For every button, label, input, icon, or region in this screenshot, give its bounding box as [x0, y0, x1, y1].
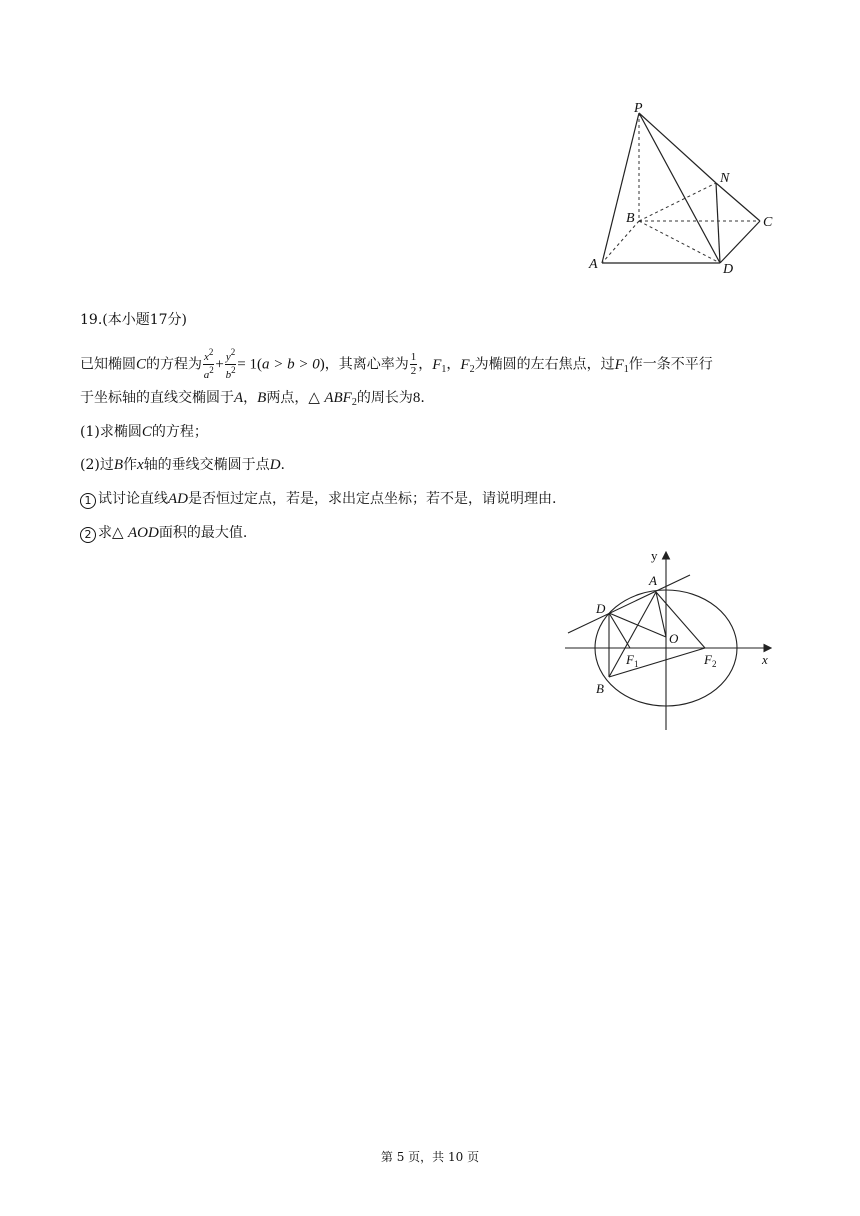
- text: ，其离心率为: [324, 356, 409, 373]
- circled-number-1: 1: [80, 493, 96, 509]
- text: 轴的垂线交椭圆于点: [143, 457, 270, 473]
- edge-BD: [639, 221, 720, 263]
- math-F1: $F_1$: [432, 356, 447, 375]
- text: (2)过: [80, 457, 114, 473]
- segment-AO: [656, 592, 666, 637]
- problem-heading: [80, 310, 187, 330]
- text: 于坐标轴的直线交椭圆于: [80, 390, 234, 406]
- segment-BF2: [609, 648, 705, 677]
- text: 两点，: [266, 390, 309, 406]
- problem-number: 19.: [80, 312, 103, 328]
- label-y: y: [651, 548, 658, 563]
- math-B: B: [257, 390, 267, 406]
- line-AD-extended: [568, 575, 690, 633]
- edge-PN: [639, 113, 716, 183]
- text: .: [420, 390, 425, 406]
- text: ，: [243, 390, 258, 406]
- plus-sign: +: [215, 356, 224, 373]
- label-F1: $F_1$: [626, 652, 639, 669]
- edge-BN: [639, 183, 716, 221]
- text: 的方程；: [151, 424, 208, 440]
- label-A: A: [649, 573, 657, 588]
- label-D: D: [596, 601, 606, 616]
- problem-score: (本小题17分): [102, 312, 188, 328]
- segment-DO: [609, 613, 666, 637]
- text: ，: [418, 356, 433, 373]
- close-paren: ): [319, 356, 325, 373]
- label-O: O: [669, 631, 679, 646]
- text: 是否恒过定点，若是，求出定点坐标；若不是，请说明理由.: [188, 491, 557, 507]
- edge-ND: [716, 183, 720, 263]
- text: 作: [123, 457, 138, 473]
- label-F2: $F_2$: [704, 652, 717, 669]
- fraction-x2-a2: $\frac{x^2}{a^2}$: [203, 347, 214, 381]
- edge-NC: [716, 183, 760, 221]
- condition: a > b > 0: [261, 356, 320, 373]
- math-F2: $F_2$: [460, 356, 475, 375]
- label-B: B: [596, 681, 604, 696]
- text: 的周长为: [356, 390, 413, 406]
- text: (1)求椭圆: [80, 424, 142, 440]
- problem-line-1: [80, 348, 713, 383]
- label-A: A: [589, 257, 598, 272]
- triangle-symbol: △: [308, 390, 320, 406]
- text: 求: [98, 525, 112, 541]
- text: 的方程为: [146, 356, 203, 373]
- triangle-symbol: △: [112, 525, 124, 541]
- math-C: C: [136, 356, 147, 373]
- math-ABF2: $ABF_2$: [324, 390, 357, 408]
- fraction-y2-b2: $\frac{y^2}{b^2}$: [225, 347, 236, 381]
- edge-PA: [602, 113, 639, 263]
- math-B: B: [113, 457, 124, 473]
- math-x: x: [137, 457, 144, 473]
- equals-one: = 1(: [237, 356, 262, 373]
- part-2: [80, 455, 285, 475]
- math-A: A: [234, 390, 244, 406]
- pyramid-figure: [580, 96, 780, 281]
- text: 为椭圆的左右焦点，过: [474, 356, 615, 373]
- fraction-one-half: $\frac{1}{2}$: [410, 351, 417, 377]
- math-AOD: AOD: [128, 525, 159, 541]
- label-C: C: [763, 215, 773, 230]
- problem-line-2: [80, 388, 425, 413]
- label-x: x: [762, 652, 768, 667]
- text: 作一条不平行: [628, 356, 713, 373]
- math-AD: AD: [168, 491, 188, 507]
- circled-number-2: 2: [80, 527, 96, 543]
- number-eight: 8: [412, 390, 421, 406]
- text: 试讨论直线: [98, 491, 168, 507]
- math-C: C: [141, 424, 152, 440]
- sub-question-2: [80, 523, 247, 543]
- edge-PD: [639, 113, 720, 263]
- segment-DF1: [609, 613, 630, 648]
- page-footer: 第 5 页，共 10 页: [380, 1150, 480, 1164]
- text: ，: [446, 356, 461, 373]
- text: 面积的最大值.: [158, 525, 248, 541]
- label-D: D: [723, 262, 734, 277]
- ellipse-figure: [560, 545, 790, 735]
- label-B: B: [626, 211, 635, 226]
- math-D: D: [269, 457, 281, 473]
- label-P: P: [634, 101, 643, 116]
- math-F1: $F_1$: [614, 356, 629, 375]
- segment-AF2: [656, 592, 705, 648]
- part-1: [80, 422, 208, 442]
- text: .: [280, 457, 285, 473]
- text: 已知椭圆: [80, 356, 136, 373]
- label-N: N: [720, 171, 730, 186]
- sub-question-1: [80, 489, 556, 509]
- edge-DC: [720, 221, 760, 263]
